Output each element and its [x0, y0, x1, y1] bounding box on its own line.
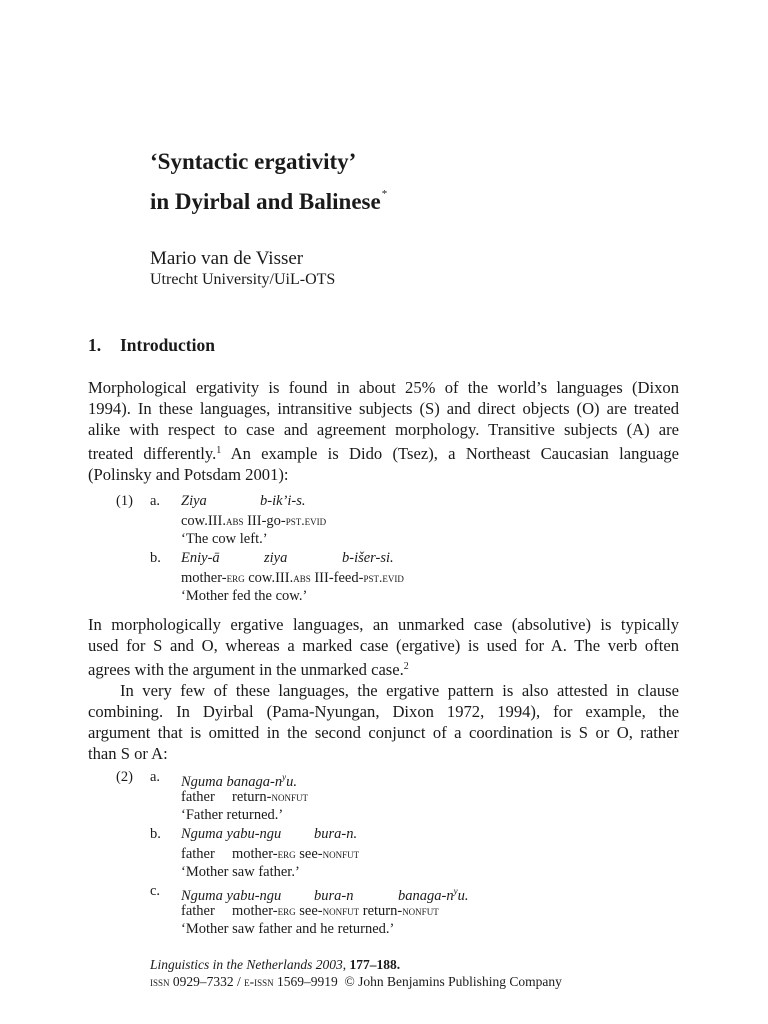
- article-title: [150, 146, 387, 218]
- gloss-abbrev: abs: [225, 513, 244, 528]
- section-title: Introduction: [120, 335, 215, 355]
- separator: ,: [342, 957, 350, 972]
- paragraph-line: [88, 656, 679, 680]
- example-source-line: [181, 549, 394, 568]
- page-range: 177–188.: [349, 957, 401, 972]
- gloss: III-go-: [243, 513, 286, 529]
- issn-label: issn: [150, 974, 170, 989]
- paragraph-line: alike with respect to case and agreement morphology. Transitive subjects (A) are: [88, 420, 679, 439]
- gloss-abbrev: erg: [226, 570, 245, 585]
- author-affiliation: Utrecht University/UiL-OTS: [150, 271, 336, 288]
- paragraph-line: than S or A:: [88, 744, 168, 763]
- paragraph-line: In morphologically ergative languages, an unmarked case (absolutive) is typically: [88, 615, 679, 634]
- example-letter: c.: [150, 883, 161, 899]
- footnote-ref-2[interactable]: 2: [403, 661, 409, 672]
- gloss: see-: [295, 903, 323, 919]
- source-word: b-išer-si.: [342, 550, 394, 566]
- paragraph-line: Morphological ergativity is found in about 25% of the world’s languages (Dixon: [88, 378, 679, 397]
- gloss: father: [181, 789, 215, 805]
- example-gloss-line: [181, 511, 326, 531]
- source-word: Ziya: [181, 493, 207, 509]
- issn-value: 0929–7332 /: [169, 974, 245, 989]
- source-word: Nguma yabu-ngu: [181, 826, 282, 842]
- superscript: y: [453, 886, 458, 896]
- gloss: cow.III.: [244, 570, 294, 586]
- example-translation: ‘Mother fed the cow.’: [181, 588, 308, 604]
- example-translation: ‘The cow left.’: [181, 531, 268, 547]
- journal-citation: [150, 957, 400, 973]
- example-gloss-line: [181, 568, 404, 588]
- source-word: u.: [457, 887, 469, 904]
- example-number: (1): [116, 493, 133, 509]
- source-word: Nguma yabu-ngu: [181, 887, 282, 904]
- example-source-line: [181, 825, 357, 844]
- example-number: (2): [116, 769, 133, 785]
- gloss-abbrev: pst.evid: [363, 570, 404, 585]
- source-word: Nguma banaga-n: [181, 773, 283, 790]
- source-word: u.: [286, 773, 297, 790]
- example-gloss-line: [181, 787, 308, 807]
- example-source-line: [181, 492, 306, 511]
- eissn-value: 1569–9919: [273, 974, 345, 989]
- copyright-notice: © John Benjamins Publishing Company: [344, 974, 562, 989]
- source-word: b-ik’i-s.: [260, 493, 306, 509]
- superscript: y: [282, 772, 287, 782]
- gloss-abbrev: erg: [277, 846, 296, 861]
- gloss: III-feed-: [310, 570, 364, 586]
- example-letter: a.: [150, 493, 161, 509]
- paragraph-line: used for S and O, whereas a marked case (ergative) is used for A. The verb often: [88, 636, 679, 655]
- example-translation: ‘Father returned.’: [181, 807, 284, 823]
- section-heading: [88, 335, 215, 356]
- author-name: Mario van de Visser: [150, 248, 304, 269]
- paragraph-line: argument that is omitted in the second conjunct of a coordination is S or O, rather: [88, 723, 679, 742]
- section-number: 1.: [88, 335, 102, 355]
- paragraph-line: (Polinsky and Potsdam 2001):: [88, 465, 289, 484]
- gloss: see-: [295, 846, 323, 862]
- title-line-2: in Dyirbal and Balinese: [150, 189, 381, 214]
- text-segment: treated differently.: [88, 444, 217, 463]
- gloss: return-: [359, 903, 403, 919]
- journal-name: Linguistics in the Netherlands 2003: [150, 957, 343, 972]
- source-word: ziya: [264, 550, 288, 566]
- example-letter: b.: [150, 550, 161, 566]
- source-word: bura-n.: [314, 826, 358, 842]
- gloss: father: [181, 846, 215, 862]
- gloss: cow.III.: [181, 513, 226, 529]
- source-word: bura-n: [314, 887, 354, 904]
- gloss-abbrev: nonfut: [271, 789, 308, 804]
- issn-line: [150, 974, 562, 990]
- example-translation: ‘Mother saw father.’: [181, 864, 300, 880]
- paragraph-line: [88, 440, 679, 464]
- gloss: father: [181, 903, 215, 919]
- gloss: mother-: [232, 903, 278, 919]
- source-word: Eniy-ā: [181, 550, 220, 566]
- footnote-ref-1[interactable]: 1: [216, 445, 222, 456]
- text-segment: agrees with the argument in the unmarked case.: [88, 660, 404, 679]
- gloss-abbrev: pst.evid: [285, 513, 327, 528]
- example-gloss-line: [181, 901, 439, 921]
- gloss-abbrev: erg: [277, 903, 296, 918]
- paragraph-1: [88, 377, 679, 485]
- text-segment: An example is Dido (Tsez), a Northeast Caucasian language: [221, 444, 679, 463]
- paragraph-line: combining. In Dyirbal (Pama-Nyungan, Dixon 1972, 1994), for example, the: [88, 702, 679, 721]
- gloss: mother-: [181, 570, 227, 586]
- gloss-abbrev: nonfut: [402, 903, 439, 918]
- paragraph-line: 1994). In these languages, intransitive subjects (S) and direct objects (O) are treated: [88, 399, 679, 418]
- eissn-label: e-issn: [244, 974, 274, 989]
- paragraph-2: [88, 614, 679, 764]
- example-letter: b.: [150, 826, 161, 842]
- gloss-abbrev: nonfut: [322, 846, 360, 861]
- gloss: return-: [232, 789, 272, 805]
- gloss-abbrev: abs: [293, 570, 311, 585]
- gloss: mother-: [232, 846, 278, 862]
- paragraph-line: In very few of these languages, the ergative pattern is also attested in clause: [120, 681, 679, 700]
- example-gloss-line: [181, 844, 359, 864]
- source-word: banaga-n: [398, 887, 454, 904]
- example-translation: ‘Mother saw father and he returned.’: [181, 921, 395, 937]
- title-line-1: ‘Syntactic ergativity’: [150, 149, 357, 174]
- example-letter: a.: [150, 769, 161, 785]
- gloss-abbrev: nonfut: [322, 903, 360, 918]
- title-footnote-mark[interactable]: *: [381, 188, 388, 200]
